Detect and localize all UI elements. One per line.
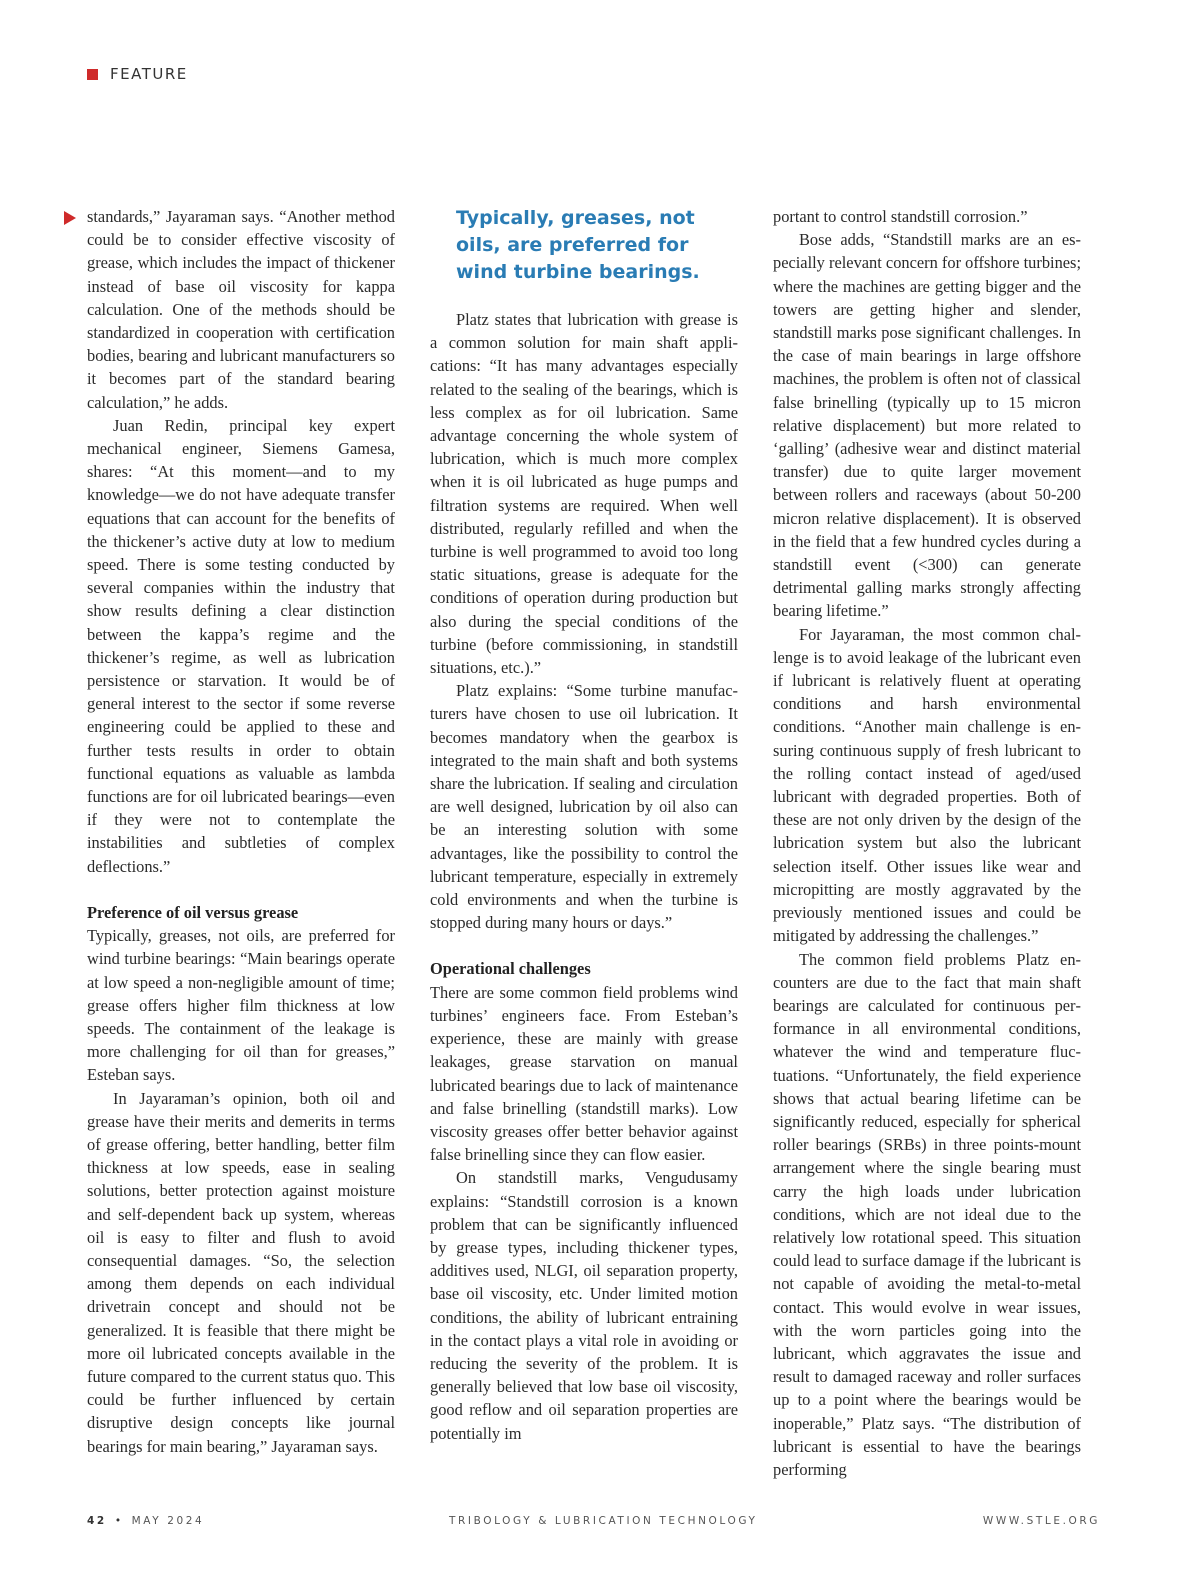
footer-separator: • (114, 1515, 124, 1527)
section-label: FEATURE (110, 65, 188, 83)
col2-paragraph-1: Platz states that lubrication with grease is a common solution for main shaft applications: “It has many advantages especially related to the sealing of the bearings, which is less complex as for oil lubrication. Same advantage concerning the whole system of lubrication, which is much more complex when it is oil lubricated as huge pumps and filtration systems are required. When well distributed, regularly refilled and when the turbine is well programmed to avoid too long static situations, grease is adequate for the conditions of operation during production but also during the special conditions of the turbine (before commissioning, in standstill situations, etc.).” (430, 310, 738, 678)
col2-paragraph-2: Platz explains: “Some turbine manufacturers have chosen to use oil lubrication. It becomes mandatory when the gearbox is integrated to the main shaft and both systems share the lubrication. If sealing and circulation are well designed, lubrication by oil also can be an interesting solution with some advantages, like the possibility to control the lubricant temperature, especially in extremely cold environments and when the turbine is stopped during many hours or days.” (430, 681, 738, 933)
publication-title: TRIBOLOGY & LUBRICATION TECHNOLOGY (449, 1515, 758, 1527)
col3-paragraph-1: portant to control standstill corrosion.” (773, 207, 1028, 226)
section-header (87, 65, 188, 83)
page-number: 42 (87, 1515, 107, 1527)
col2-paragraph-4: On standstill marks, Vengudusamy explains: “Standstill corrosion is a known problem that can be significantly influenced by grease types, including thickener types, additives used, NLGI, oil separation property, base oil viscosity, etc. Under limited motion conditions, the ability of lubricant entraining in the contact plays a vital role in avoiding or reducing the severity of the problem. It is generally believed that low base oil viscosity, good reflow and oil separation properties are potentially im (430, 1168, 738, 1443)
col2-paragraph-3: There are some common field problems wind turbines’ engineers face. From Esteban’s experience, these are mainly with grease leakages, grease starvation on manual lubricated bearings due to lack of maintenance and false brinelling (standstill marks). Low viscosity greases offer better behavior against false brinelling since they can flow easier. (430, 982, 738, 1165)
subheading-oil-vs-grease: Preference of oil versus grease (87, 902, 299, 922)
col3-paragraph-4: The common field problems Platz encounters are due to the fact that main shaft bearings are calculated for continuous performance in all environmental conditions, whatever the wind and temperature fluctuations. “Unfortunately, the field experience shows that actual bearing lifetime can be significantly reduced, especially for spherical roller bearings (SRBs) in three points-mount arrangement where the single bearing must carry the high loads under lubrication conditions, which are not ideal due to the relatively low rotational speed. This situation could lead to surface damage if the lubricant is not capable of avoiding the metal-to-metal contact. This would evolve in wear issues, with the worn particles going into the lubricant, which aggravates the issue and result to damaged raceway and roller surfaces up to a point where the bearings would be inoperable,” Platz says. “The distribution of lubricant is essential to have the bearings performing (773, 949, 1081, 1479)
column-1 (87, 205, 395, 1458)
col1-paragraph-3: Typically, greases, not oils, are preferred for wind turbine bearings: “Main bearings operate at low speed a non-negligible amount of time; grease offers higher film thickness at low speeds. The containment of the leakage is more challenging for oil than for greases,” Esteban says. (87, 926, 395, 1085)
col3-paragraph-2: Bose adds, “Standstill marks are an especially relevant concern for offshore turbines; where the machines are getting bigger and the towers are getting higher and slender, standstill marks pose significant challenges. In the case of main bearings in large offshore machines, the problem is often not of classical false brinelling (typically up to 15 micron relative displacement) but more related to ‘galling’ (adhesive wear and distinct material transfer) due to quite larger movement between rollers and raceways (about 50-200 micron relative displacement). It is observed in the field that a few hundred cycles during a standstill event (<300) can generate detrimental galling marks strongly affecting bearing lifetime.” (773, 230, 1081, 621)
issue-date: MAY 2024 (131, 1515, 205, 1527)
column-3 (773, 205, 1081, 1481)
footer-page-info (87, 1515, 204, 1527)
col1-paragraph-1: standards,” Jayaraman says. “Another method could be to consider effective viscosity of grease, which includes the impact of thickener instead of base oil viscosity for kappa calculation. One of the methods should be standardized in cooperation with certification bodies, bearing and lubricant manufacturers so it becomes part of the standard bearing calculation,” he adds. (87, 207, 395, 412)
subheading-operational-challenges: Operational challenges (430, 959, 591, 979)
continued-arrow-icon (64, 211, 76, 225)
col3-paragraph-3: For Jayaraman, the most common challenge is to avoid leakage of the lubricant even if lubricant is relatively fluent at operating conditions and harsh environmental conditions. “Another main challenge is ensuring continuous supply of fresh lubricant to the rolling contact instead of aged/used lubricant with degraded properties. Both of these are not only driven by the design of the lubrication system but also the lubricant selection itself. Other issues like wear and micropitting are mostly aggravated by the previously mentioned issues and could be mitigated by addressing the challenges.” (773, 624, 1081, 946)
website-link[interactable]: WWW.STLE.ORG (982, 1515, 1100, 1527)
col1-paragraph-2: Juan Redin, principal key expert mechanical engineer, Siemens Gamesa, shares: “At this moment—and to my knowledge—we do not have adequate transfer equations that can account for the benefits of the thickener’s active duty at low to medium speed. There is some testing conducted by several companies within the industry that show results defining a clear distinction between the kappa’s regime and the thickener’s regime, as well as lubrication persistence or starvation. It would be of general interest to the sector if some reverse engineering could be applied to these and further tests results in order to obtain functional equations as valuable as lambda functions are for oil lubricated bearings—even if they were not to contemplate the instabilities and subtleties of complex deflections.” (87, 415, 395, 876)
col1-paragraph-4: In Jayaraman’s opinion, both oil and grease have their merits and demerits in terms of grease offering, better handling, better film thickness at low speeds, ease in sealing solutions, better protection against moisture and self-dependent back up system, whereas oil is easy to filter and flush to avoid consequential damages. “So, the selection among them depends on each individual drivetrain concept and should not be generalized. It is feasible that there might be more oil lubricated concepts available in the future compared to the current status quo. This could be further influenced by certain disruptive design concepts like journal bearings for main bearing,” Jayaraman says. (87, 1088, 395, 1456)
pull-quote: Typically, greases, not oils, are preferred for wind turbine bearings. (456, 207, 700, 283)
column-2 (430, 205, 738, 1445)
section-marker-icon (87, 69, 98, 80)
